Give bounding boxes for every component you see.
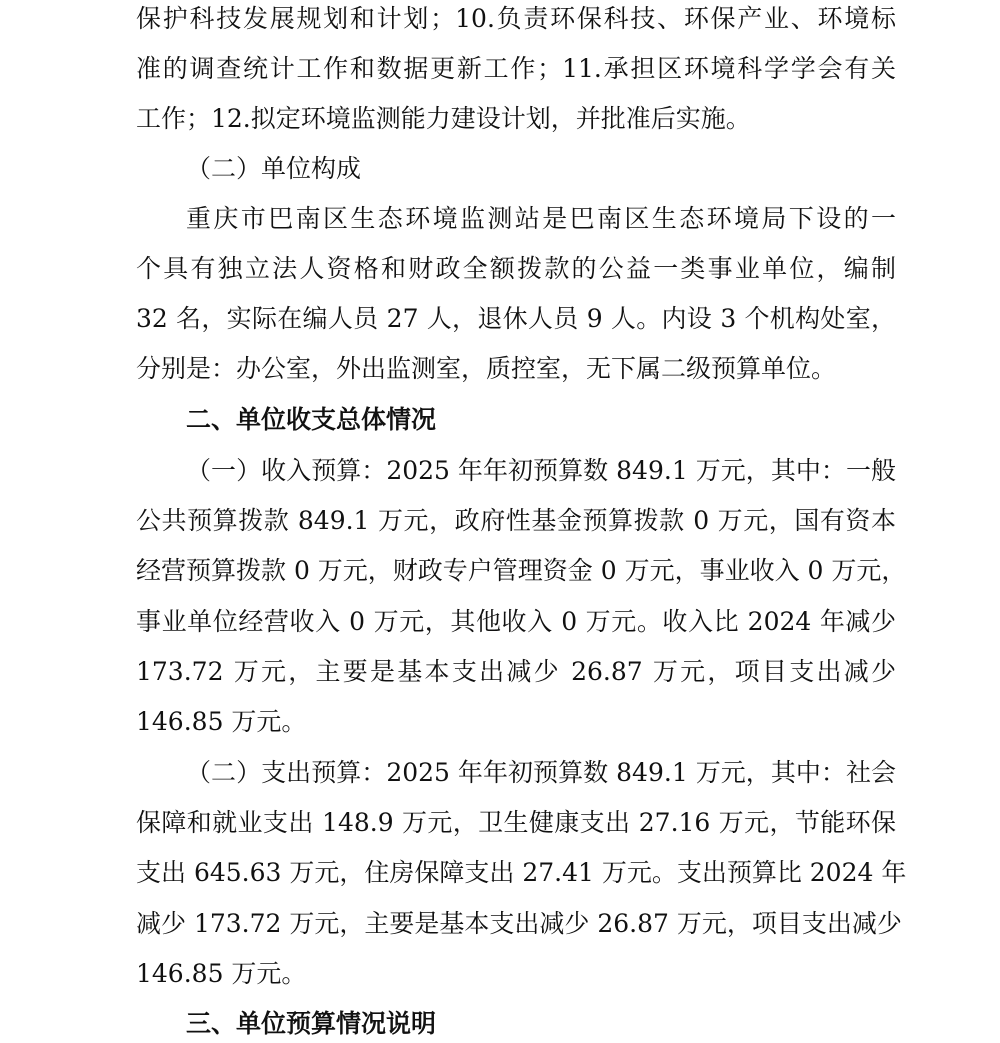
text-line: 分别是：办公室，外出监测室，质控室，无下属二级预算单位。	[136, 354, 837, 383]
text-line: 重庆市巴南区生态环境监测站是巴南区生态环境局下设的一	[186, 204, 896, 233]
section-heading-2: 二、单位收支总体情况	[186, 405, 437, 434]
text-line: 个具有独立法人资格和财政全额拨款的公益一类事业单位，编制	[136, 254, 896, 283]
text-line: （二）支出预算：2025 年年初预算数 849.1 万元，其中：社会	[186, 758, 896, 787]
section-heading-3: 三、单位预算情况说明	[186, 1009, 437, 1038]
text-line: 支出 645.63 万元，住房保障支出 27.41 万元。支出预算比 2024 年	[136, 858, 907, 887]
text-line: 公共预算拨款 849.1 万元，政府性基金预算拨款 0 万元，国有资本	[136, 506, 896, 535]
subheading-unit-composition: （二）单位构成	[186, 154, 362, 183]
text-line: （一）收入预算：2025 年年初预算数 849.1 万元，其中：一般	[186, 456, 896, 485]
text-line: 保障和就业支出 148.9 万元，卫生健康支出 27.16 万元，节能环保	[136, 808, 896, 837]
text-line: 经营预算拨款 0 万元，财政专户管理资金 0 万元，事业收入 0 万元，	[136, 556, 907, 585]
text-line: 173.72 万元，主要是基本支出减少 26.87 万元，项目支出减少	[136, 657, 896, 686]
text-line: 准的调查统计工作和数据更新工作；11.承担区环境科学学会有关	[136, 54, 896, 83]
text-line: 146.85 万元。	[136, 707, 307, 736]
text-line: 保护科技发展规划和计划；10.负责环保科技、环保产业、环境标	[136, 4, 896, 33]
text-line: 减少 173.72 万元，主要是基本支出减少 26.87 万元，项目支出减少	[136, 909, 902, 938]
text-line: 事业单位经营收入 0 万元，其他收入 0 万元。收入比 2024 年减少	[136, 607, 896, 636]
text-line: 工作；12.拟定环境监测能力建设计划，并批准后实施。	[136, 104, 751, 133]
text-line: 146.85 万元。	[136, 959, 307, 988]
text-line: 32 名，实际在编人员 27 人，退休人员 9 人。内设 3 个机构处室，	[136, 304, 896, 333]
